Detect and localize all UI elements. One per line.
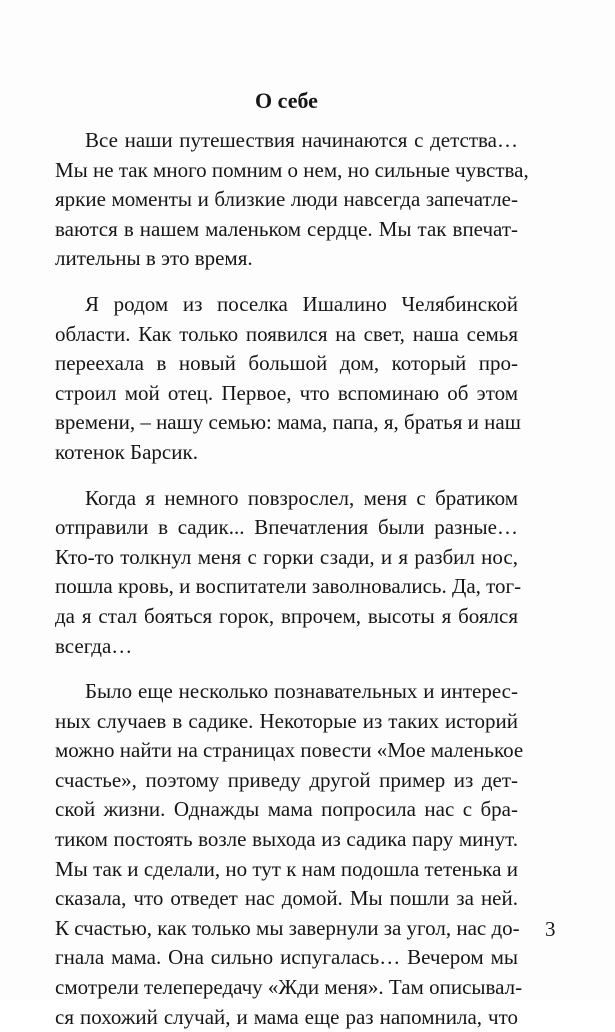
text-line: области. Как только появился на свет, наша семья <box>55 321 518 346</box>
text-line: строил мой отец. Первое, что вспоминаю об этом <box>55 380 518 405</box>
text-line: всегда… <box>55 633 133 658</box>
paragraph-4 <box>55 677 524 1032</box>
page-number: 3 <box>545 917 556 941</box>
paragraph-gap <box>55 661 518 677</box>
text-line: ных случаев в садике. Некоторые из таких историй <box>55 708 518 733</box>
text-line: яркие моменты и близкие люди навсегда запечатле- <box>55 187 518 212</box>
text-line: лительны в это время. <box>55 246 253 271</box>
text-line: да я стал бояться горок, впрочем, высоты я боялся <box>55 603 518 628</box>
text-line: Я родом из поселка Ишалино Челябинской <box>85 291 518 316</box>
body-text <box>55 126 529 1032</box>
paragraph-3 <box>55 484 522 662</box>
text-line: Мы не так много помним о нем, но сильные чувства, <box>55 157 529 182</box>
text-line: сказала, что отведет нас домой. Мы пошли за ней. <box>55 886 518 911</box>
text-line: ской жизни. Однажды мама попросила нас с бра- <box>55 797 518 822</box>
paragraph-2 <box>55 290 521 468</box>
paragraph-gap <box>55 468 518 484</box>
text-line: счастье», поэтому приведу другой пример из дет- <box>55 767 518 792</box>
text-line: времени, – нашу семью: мама, папа, я, братья и наш <box>55 410 521 435</box>
text-line: пошла кровь, и воспитатели заволновались. Да, тог- <box>55 574 522 599</box>
text-line: Все наши путешествия начинаются с детства… <box>85 128 518 152</box>
text-line: ся похожий случай, и мама еще раз напомнила, что <box>55 1004 518 1029</box>
text-line: Было еще несколько познавательных и интерес- <box>85 679 518 704</box>
text-line: тиком постоять возле выхода из садика пару минут. <box>55 827 518 852</box>
text-line: Кто-то толкнул меня с горки сзади, и я разбил нос, <box>55 544 518 569</box>
chapter-title: О себе <box>255 88 318 113</box>
text-line: К счастью, как только мы завернули за угол, нас до- <box>55 915 520 940</box>
text-line: можно найти на страницах повести «Мое маленькое <box>55 738 524 763</box>
text-line: гнала мама. Она сильно испугалась… Вечером мы <box>55 945 518 970</box>
text-line: котенок Барсик. <box>55 439 198 464</box>
text-line: Когда я немного повзрослел, меня с братиком <box>85 485 518 510</box>
text-line: ваются в нашем маленьком сердце. Мы так впечат- <box>55 216 518 241</box>
text-line: Мы так и сделали, но тут к нам подошла тетенька и <box>55 856 518 881</box>
paragraph-1 <box>55 126 529 274</box>
text-line: отправили в садик... Впечатления были разные… <box>55 515 518 540</box>
paragraph-gap <box>55 274 518 290</box>
text-line: переехала в новый большой дом, который про- <box>55 351 518 376</box>
text-line: смотрели телепередачу «Жди меня». Там описывал- <box>55 975 523 1000</box>
